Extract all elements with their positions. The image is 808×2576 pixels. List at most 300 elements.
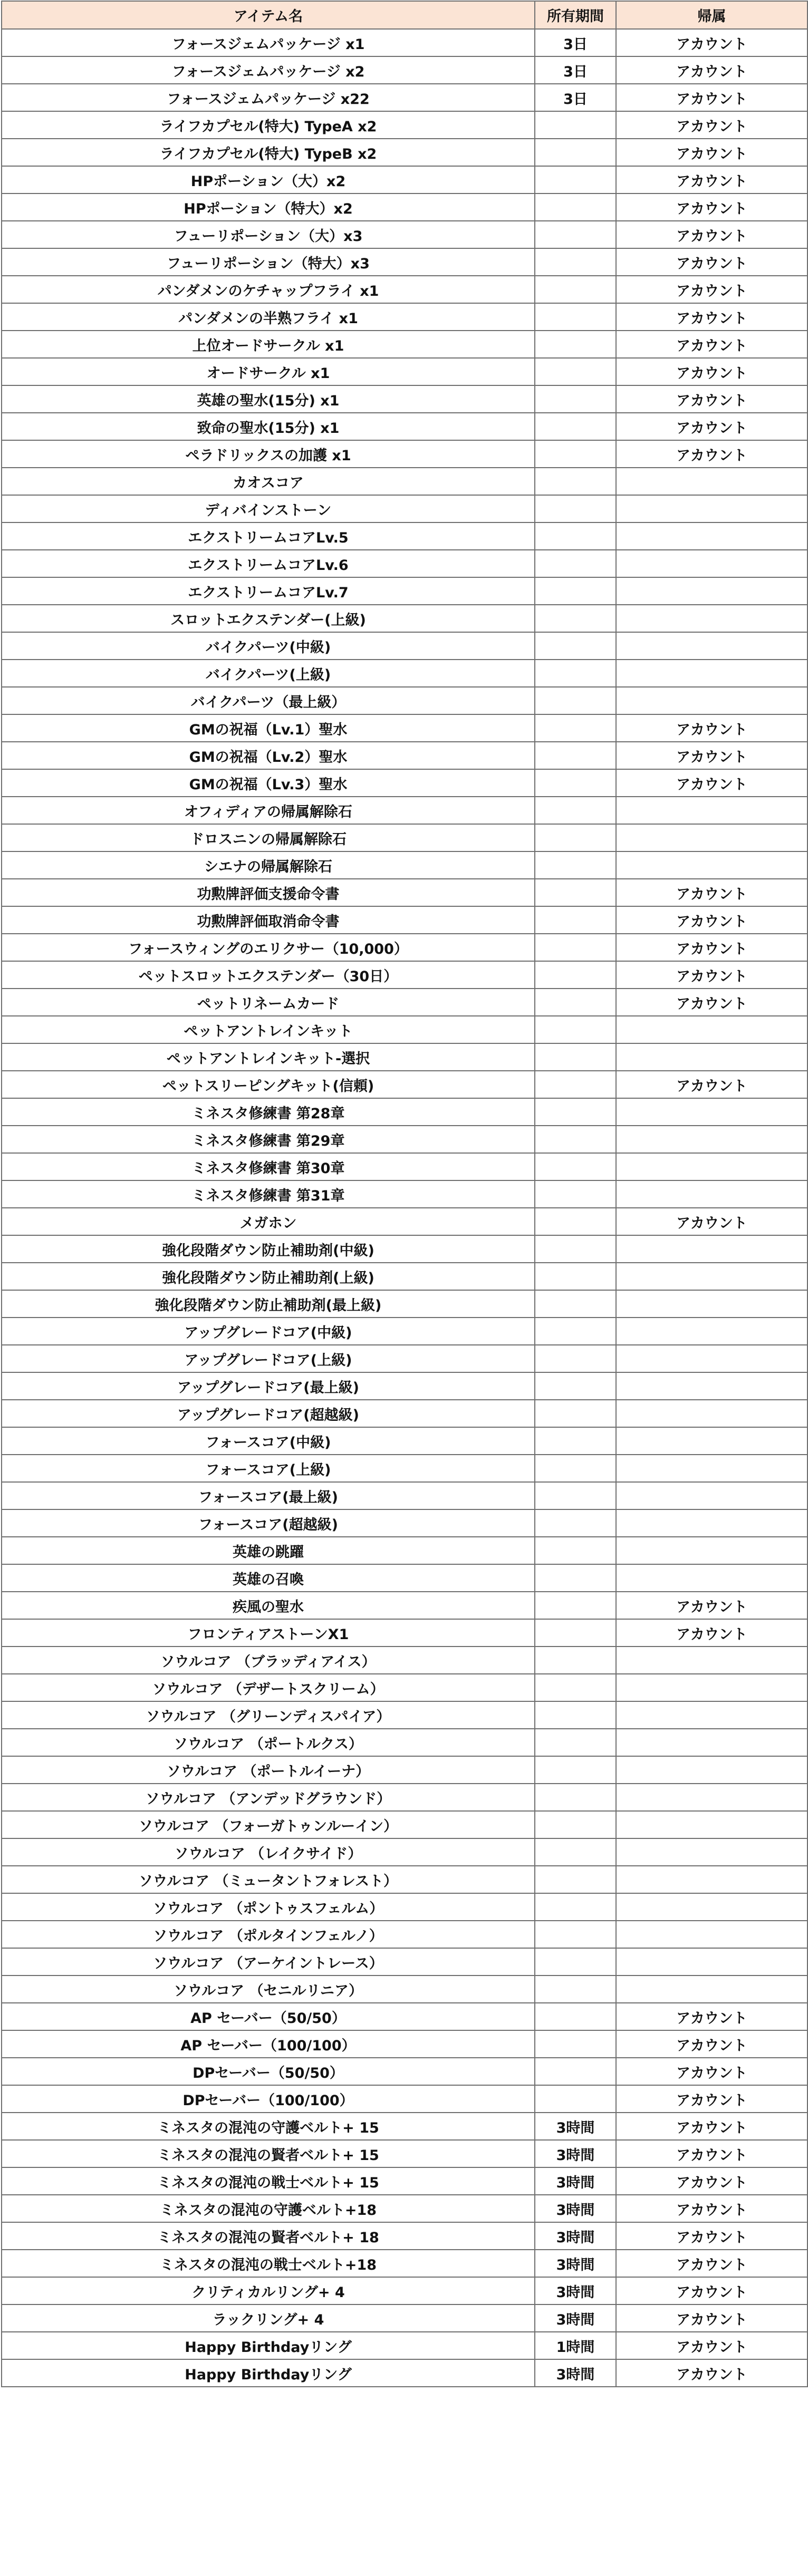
table-row (2, 1756, 807, 1784)
period-cell (535, 769, 616, 797)
period-cell (535, 358, 616, 385)
binding-cell: アカウント (616, 1208, 807, 1235)
binding-cell: アカウント (616, 2304, 807, 2332)
binding-cell: アカウント (616, 879, 807, 906)
item-name-cell: ソウルコア （フォーガトゥンルーイン） (2, 1811, 535, 1838)
item-name-cell: アップグレードコア(最上級) (2, 1372, 535, 1400)
binding-cell (616, 1016, 807, 1043)
binding-cell (616, 824, 807, 851)
period-cell (535, 385, 616, 413)
item-name-cell: アップグレードコア(中級) (2, 1318, 535, 1345)
table-row (2, 714, 807, 742)
binding-cell: アカウント (616, 2058, 807, 2085)
binding-cell: アカウント (616, 111, 807, 139)
binding-cell (616, 1427, 807, 1455)
binding-cell: アカウント (616, 56, 807, 84)
table-row (2, 1838, 807, 1866)
period-cell (535, 1290, 616, 1318)
period-cell (535, 1811, 616, 1838)
period-cell (535, 1975, 616, 2003)
binding-cell: アカウント (616, 358, 807, 385)
period-cell (535, 961, 616, 989)
table-row (2, 1153, 807, 1180)
period-cell (535, 660, 616, 687)
binding-cell (616, 1235, 807, 1263)
period-cell: 3時間 (535, 2222, 616, 2250)
binding-cell: アカウント (616, 2250, 807, 2277)
item-name-cell: ドロスニンの帰属解除石 (2, 824, 535, 851)
binding-cell (616, 1482, 807, 1509)
item-name-cell: エクストリームコアLv.7 (2, 577, 535, 605)
period-cell (535, 1784, 616, 1811)
binding-cell (616, 1784, 807, 1811)
item-name-cell: シエナの帰属解除石 (2, 851, 535, 879)
table-row (2, 1893, 807, 1921)
binding-cell (616, 1126, 807, 1153)
period-cell (535, 550, 616, 577)
binding-cell (616, 1455, 807, 1482)
item-name-cell: ミネスタの混沌の守護ベルト+ 15 (2, 2113, 535, 2140)
binding-cell (616, 577, 807, 605)
item-name-cell: ペットスリーピングキット(信頼) (2, 1071, 535, 1098)
table-row (2, 2359, 807, 2387)
table-row (2, 2167, 807, 2195)
period-cell: 3時間 (535, 2359, 616, 2387)
item-name-cell: クリティカルリング+ 4 (2, 2277, 535, 2304)
binding-cell (616, 660, 807, 687)
table-row (2, 660, 807, 687)
table-row (2, 2304, 807, 2332)
table-row (2, 248, 807, 276)
period-cell (535, 1592, 616, 1619)
item-name-cell: スロットエクステンダー(上級) (2, 605, 535, 632)
binding-cell (616, 687, 807, 714)
period-cell (535, 139, 616, 166)
item-name-cell: ペットリネームカード (2, 989, 535, 1016)
table-row (2, 1701, 807, 1729)
binding-cell: アカウント (616, 714, 807, 742)
binding-cell: アカウント (616, 385, 807, 413)
item-name-cell: オードサークル x1 (2, 358, 535, 385)
binding-cell (616, 495, 807, 522)
table-row (2, 961, 807, 989)
item-name-cell: 強化段階ダウン防止補助剤(中級) (2, 1235, 535, 1263)
table-row (2, 1509, 807, 1537)
item-name-cell: ソウルコア （セニルリニア） (2, 1975, 535, 2003)
binding-cell (616, 1400, 807, 1427)
item-name-cell: 致命の聖水(15分) x1 (2, 413, 535, 440)
item-name-cell: AP セーバー（100/100） (2, 2030, 535, 2058)
period-cell (535, 742, 616, 769)
binding-cell: アカウント (616, 1592, 807, 1619)
item-name-cell: ミネスタの混沌の戦士ベルト+ 15 (2, 2167, 535, 2195)
period-cell (535, 1153, 616, 1180)
period-cell (535, 1427, 616, 1455)
binding-cell (616, 1290, 807, 1318)
binding-cell: アカウント (616, 413, 807, 440)
table-row (2, 577, 807, 605)
table-row (2, 632, 807, 660)
item-name-cell: 英雄の跳躍 (2, 1537, 535, 1564)
item-name-cell: カオスコア (2, 468, 535, 495)
binding-cell (616, 632, 807, 660)
binding-cell (616, 1674, 807, 1701)
period-cell (535, 1729, 616, 1756)
period-cell (535, 1921, 616, 1948)
binding-cell: アカウント (616, 742, 807, 769)
table-row (2, 193, 807, 221)
period-cell (535, 1345, 616, 1372)
period-cell (535, 440, 616, 468)
period-cell: 3時間 (535, 2113, 616, 2140)
table-row (2, 1921, 807, 1948)
item-name-cell: ミネスタ修練書 第30章 (2, 1153, 535, 1180)
period-cell (535, 851, 616, 879)
item-name-cell: GMの祝福（Lv.3）聖水 (2, 769, 535, 797)
item-name-cell: ラックリング+ 4 (2, 2304, 535, 2332)
table-row (2, 851, 807, 879)
item-name-cell: 疾風の聖水 (2, 1592, 535, 1619)
item-name-cell: ペットアントレインキット (2, 1016, 535, 1043)
binding-cell: アカウント (616, 989, 807, 1016)
table-row (2, 1427, 807, 1455)
item-name-cell: ペラドリックスの加護 x1 (2, 440, 535, 468)
period-cell (535, 1619, 616, 1647)
binding-cell: アカウント (616, 769, 807, 797)
item-name-cell: メガホン (2, 1208, 535, 1235)
binding-cell (616, 1729, 807, 1756)
item-name-cell: フォースジェムパッケージ x22 (2, 84, 535, 111)
item-name-cell: ライフカプセル(特大) TypeB x2 (2, 139, 535, 166)
binding-cell: アカウント (616, 2140, 807, 2167)
period-cell (535, 1674, 616, 1701)
period-cell (535, 166, 616, 193)
item-name-cell: フォースジェムパッケージ x1 (2, 29, 535, 56)
binding-cell (616, 468, 807, 495)
table-row (2, 824, 807, 851)
item-name-cell: DPセーバー（50/50） (2, 2058, 535, 2085)
table-row (2, 1674, 807, 1701)
binding-cell (616, 550, 807, 577)
item-name-cell: 英雄の召喚 (2, 1564, 535, 1592)
item-name-cell: ミネスタの混沌の戦士ベルト+18 (2, 2250, 535, 2277)
table-row (2, 2250, 807, 2277)
table-row (2, 879, 807, 906)
binding-cell (616, 797, 807, 824)
binding-cell: アカウント (616, 961, 807, 989)
period-cell (535, 632, 616, 660)
binding-cell (616, 1372, 807, 1400)
binding-cell (616, 1838, 807, 1866)
item-name-cell: ミネスタ修練書 第28章 (2, 1098, 535, 1126)
item-name-cell: フォースコア(超越級) (2, 1509, 535, 1537)
item-name-cell: ミネスタ修練書 第31章 (2, 1180, 535, 1208)
period-cell (535, 193, 616, 221)
table-row (2, 2332, 807, 2359)
table-row (2, 1619, 807, 1647)
binding-cell (616, 1153, 807, 1180)
item-name-cell: オフィディアの帰属解除石 (2, 797, 535, 824)
table-row (2, 358, 807, 385)
binding-cell: アカウント (616, 906, 807, 934)
binding-cell (616, 1345, 807, 1372)
binding-cell (616, 1043, 807, 1071)
item-name-cell: AP セーバー（50/50） (2, 2003, 535, 2030)
binding-cell: アカウント (616, 440, 807, 468)
binding-cell (616, 1756, 807, 1784)
period-cell (535, 1564, 616, 1592)
table-row (2, 797, 807, 824)
binding-cell: アカウント (616, 1071, 807, 1098)
binding-cell: アカウント (616, 1619, 807, 1647)
item-name-cell: フォースコア(上級) (2, 1455, 535, 1482)
binding-cell (616, 605, 807, 632)
period-cell: 3日 (535, 29, 616, 56)
binding-cell (616, 1509, 807, 1537)
table-row (2, 2195, 807, 2222)
item-name-cell: ソウルコア （ポートルイーナ） (2, 1756, 535, 1784)
period-cell (535, 1509, 616, 1537)
period-cell: 3日 (535, 56, 616, 84)
period-cell (535, 1208, 616, 1235)
table-row (2, 1043, 807, 1071)
item-name-cell: ミネスタの混沌の賢者ベルト+ 18 (2, 2222, 535, 2250)
item-name-cell: ソウルコア （アンデッドグラウンド） (2, 1784, 535, 1811)
table-row (2, 1016, 807, 1043)
item-name-cell: フォースジェムパッケージ x2 (2, 56, 535, 84)
item-table (1, 1, 808, 2387)
item-name-cell: フューリポーション（特大）x3 (2, 248, 535, 276)
item-name-cell: ソウルコア （アーケイントレース） (2, 1948, 535, 1975)
binding-cell: アカウント (616, 248, 807, 276)
item-name-cell: バイクパーツ(中級) (2, 632, 535, 660)
period-cell (535, 1043, 616, 1071)
item-name-cell: アップグレードコア(超越級) (2, 1400, 535, 1427)
item-name-cell: ミネスタ修練書 第29章 (2, 1126, 535, 1153)
binding-cell (616, 1811, 807, 1838)
item-name-cell: ソウルコア （ミュータントフォレスト） (2, 1866, 535, 1893)
binding-cell: アカウント (616, 2003, 807, 2030)
table-row (2, 1592, 807, 1619)
period-cell (535, 1948, 616, 1975)
binding-cell (616, 1921, 807, 1948)
table-row (2, 1482, 807, 1509)
item-name-cell: フロンティアストーンX1 (2, 1619, 535, 1647)
period-cell (535, 303, 616, 331)
period-cell (535, 1235, 616, 1263)
item-name-cell: バイクパーツ(上級) (2, 660, 535, 687)
binding-cell (616, 851, 807, 879)
table-row (2, 1098, 807, 1126)
table-row (2, 1729, 807, 1756)
binding-cell (616, 1701, 807, 1729)
item-name-cell: GMの祝福（Lv.2）聖水 (2, 742, 535, 769)
binding-cell: アカウント (616, 2085, 807, 2113)
table-row (2, 1564, 807, 1592)
item-name-cell: ソウルコア （ポントゥスフェルム） (2, 1893, 535, 1921)
table-row (2, 221, 807, 248)
item-name-cell: ソウルコア （グリーンディスパイア） (2, 1701, 535, 1729)
item-name-cell: 上位オードサークル x1 (2, 331, 535, 358)
binding-cell: アカウント (616, 139, 807, 166)
binding-cell: アカウント (616, 221, 807, 248)
item-name-cell: HPポーション（大）x2 (2, 166, 535, 193)
item-name-cell: パンダメンのケチャップフライ x1 (2, 276, 535, 303)
period-cell (535, 714, 616, 742)
table-row (2, 1811, 807, 1838)
period-cell (535, 1647, 616, 1674)
binding-cell (616, 1180, 807, 1208)
table-row (2, 385, 807, 413)
item-name-cell: エクストリームコアLv.6 (2, 550, 535, 577)
period-cell (535, 1016, 616, 1043)
table-row (2, 1180, 807, 1208)
table-row (2, 742, 807, 769)
binding-cell: アカウント (616, 166, 807, 193)
period-cell (535, 989, 616, 1016)
period-cell (535, 1263, 616, 1290)
period-cell (535, 248, 616, 276)
period-cell (535, 1180, 616, 1208)
item-name-cell: ソウルコア （ブラッディアイス） (2, 1647, 535, 1674)
binding-cell (616, 1098, 807, 1126)
item-name-cell: ペットスロットエクステンダー（30日） (2, 961, 535, 989)
period-cell (535, 1838, 616, 1866)
period-cell (535, 1756, 616, 1784)
period-cell: 3日 (535, 84, 616, 111)
table-row (2, 1866, 807, 1893)
item-name-cell: DPセーバー（100/100） (2, 2085, 535, 2113)
period-cell (535, 2058, 616, 2085)
header-period: 所有期間 (535, 1, 616, 29)
period-cell (535, 331, 616, 358)
period-cell (535, 221, 616, 248)
binding-cell (616, 1564, 807, 1592)
table-row (2, 2140, 807, 2167)
header-item-name: アイテム名 (2, 1, 535, 29)
item-name-cell: ミネスタの混沌の賢者ベルト+ 15 (2, 2140, 535, 2167)
table-row (2, 29, 807, 56)
table-row (2, 56, 807, 84)
table-row (2, 2058, 807, 2085)
period-cell (535, 906, 616, 934)
period-cell (535, 522, 616, 550)
period-cell (535, 1098, 616, 1126)
item-name-cell: ソウルコア （デザートスクリーム） (2, 1674, 535, 1701)
item-name-cell: ソウルコア （ポルタインフェルノ） (2, 1921, 535, 1948)
period-cell: 3時間 (535, 2250, 616, 2277)
item-name-cell: 強化段階ダウン防止補助剤(最上級) (2, 1290, 535, 1318)
binding-cell (616, 1866, 807, 1893)
table-row (2, 1455, 807, 1482)
item-name-cell: 功勲牌評価支援命令書 (2, 879, 535, 906)
table-row (2, 522, 807, 550)
period-cell (535, 111, 616, 139)
item-name-cell: 功勲牌評価取消命令書 (2, 906, 535, 934)
table-row (2, 989, 807, 1016)
binding-cell: アカウント (616, 29, 807, 56)
binding-cell (616, 1893, 807, 1921)
item-name-cell: Happy Birthdayリング (2, 2359, 535, 2387)
item-name-cell: 強化段階ダウン防止補助剤(上級) (2, 1263, 535, 1290)
table-row (2, 1372, 807, 1400)
item-name-cell: ペットアントレインキット-選択 (2, 1043, 535, 1071)
table-row (2, 331, 807, 358)
item-name-cell: 英雄の聖水(15分) x1 (2, 385, 535, 413)
period-cell: 3時間 (535, 2195, 616, 2222)
table-row (2, 303, 807, 331)
table-row (2, 413, 807, 440)
item-name-cell: HPポーション（特大）x2 (2, 193, 535, 221)
period-cell (535, 1893, 616, 1921)
table-row (2, 1345, 807, 1372)
period-cell: 1時間 (535, 2332, 616, 2359)
binding-cell: アカウント (616, 303, 807, 331)
item-table-container (1, 1, 807, 2387)
binding-cell: アカウント (616, 276, 807, 303)
period-cell (535, 797, 616, 824)
period-cell (535, 2030, 616, 2058)
table-row (2, 2030, 807, 2058)
item-name-cell: フューリポーション（大）x3 (2, 221, 535, 248)
item-name-cell: エクストリームコアLv.5 (2, 522, 535, 550)
period-cell (535, 1126, 616, 1153)
table-row (2, 139, 807, 166)
table-row (2, 84, 807, 111)
item-name-cell: バイクパーツ（最上級） (2, 687, 535, 714)
period-cell (535, 1537, 616, 1564)
item-name-cell: Happy Birthdayリング (2, 2332, 535, 2359)
item-name-cell: フォースウィングのエリクサー（10,000） (2, 934, 535, 961)
table-row (2, 1071, 807, 1098)
binding-cell: アカウント (616, 2113, 807, 2140)
binding-cell: アカウント (616, 84, 807, 111)
table-row (2, 1784, 807, 1811)
binding-cell: アカウント (616, 2195, 807, 2222)
period-cell (535, 1071, 616, 1098)
binding-cell (616, 1948, 807, 1975)
period-cell (535, 605, 616, 632)
table-row (2, 906, 807, 934)
binding-cell: アカウント (616, 934, 807, 961)
binding-cell: アカウント (616, 2277, 807, 2304)
table-row (2, 550, 807, 577)
table-row (2, 2113, 807, 2140)
table-row (2, 276, 807, 303)
table-row (2, 1263, 807, 1290)
item-name-cell: ライフカプセル(特大) TypeA x2 (2, 111, 535, 139)
period-cell (535, 1400, 616, 1427)
table-row (2, 1290, 807, 1318)
table-row (2, 2085, 807, 2113)
item-name-cell: フォースコア(中級) (2, 1427, 535, 1455)
binding-cell: アカウント (616, 2332, 807, 2359)
table-row (2, 605, 807, 632)
table-row (2, 769, 807, 797)
binding-cell (616, 1537, 807, 1564)
period-cell (535, 934, 616, 961)
table-row (2, 2003, 807, 2030)
table-row (2, 495, 807, 522)
item-name-cell: ソウルコア （ポートルクス） (2, 1729, 535, 1756)
period-cell: 3時間 (535, 2167, 616, 2195)
table-row (2, 111, 807, 139)
table-row (2, 934, 807, 961)
table-row (2, 1400, 807, 1427)
binding-cell: アカウント (616, 2359, 807, 2387)
period-cell (535, 1866, 616, 1893)
binding-cell (616, 1263, 807, 1290)
